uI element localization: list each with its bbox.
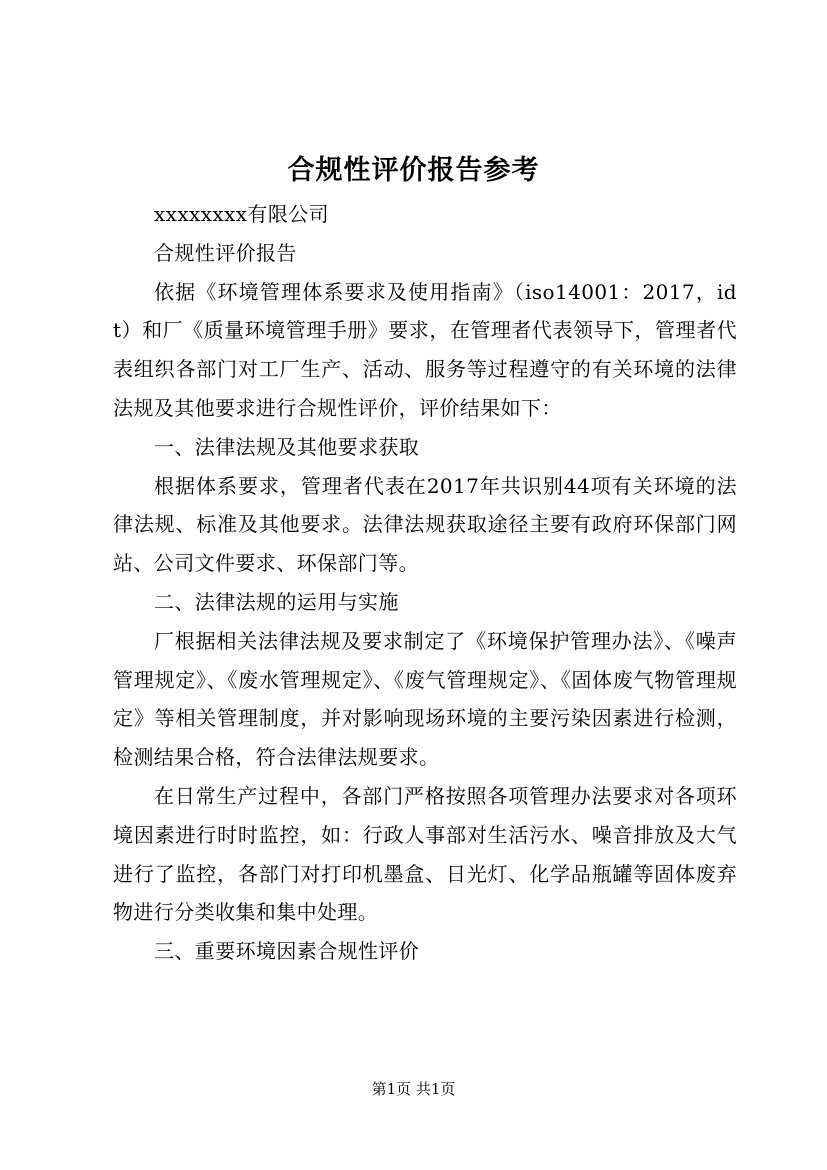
page-footer: 第1页 共1页 (371, 1080, 456, 1098)
report-subtitle: 合规性评价报告 (154, 240, 297, 265)
company-name: xxxxxxxx有限公司 (154, 202, 330, 226)
section-1-heading: 一、法律法规及其他要求获取 (154, 434, 420, 459)
document-title: 合规性评价报告参考 (287, 155, 540, 186)
section-1-paragraph: 根据体系要求，管理者代表在2017年共识别44项有关环境的法律法规、标准及其他要求。法律法规获取途径主要有政府环保部门网站、公司文件要求、环保部门等。 (113, 473, 737, 576)
document-body (113, 195, 737, 971)
section-2-heading: 二、法律法规的运用与实施 (154, 589, 399, 614)
section-2-paragraph-2: 在日常生产过程中，各部门严格按照各项管理办法要求对各项环境因素进行时时监控，如：行政人事部对生活污水、噪音排放及大气进行了监控，各部门对打印机墨盒、日光灯、化学品瓶罐等固体废弃物进行分类收集和集中处理。 (113, 783, 737, 925)
section-3-heading: 三、重要环境因素合规性评价 (154, 939, 420, 964)
section-2-paragraph-1: 厂根据相关法律法规及要求制定了《环境保护管理办法》、《噪声管理规定》、《废水管理规定》、《废气管理规定》、《固体废气物管理规定》等相关管理制度，并对影响现场环境的主要污染因素进行检测，检测结果合格，符合法律法规要求。 (113, 628, 737, 770)
intro-paragraph: 依据《环境管理体系要求及使用指南》（iso14001：2017，idt）和厂《质量环境管理手册》要求，在管理者代表领导下，管理者代表组织各部门对工厂生产、活动、服务等过程遵守的有关环境的法律法规及其他要求进行合规性评价，评价结果如下： (113, 279, 737, 420)
